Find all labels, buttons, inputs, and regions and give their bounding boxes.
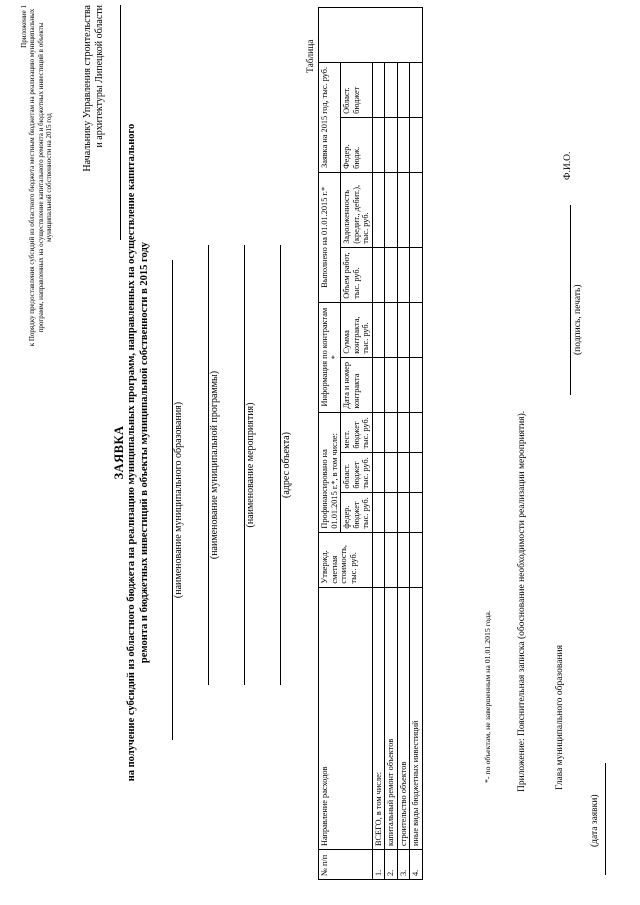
document-subtitle: на получение субсидий из областного бюджета на реализацию муниципальных программ, направленных на осуществление капитального ремонта и бюджетных инвестиций в объекты муниципальной собственности в 2015 году [126, 123, 150, 782]
request-table [318, 7, 423, 880]
table-row [372, 8, 385, 880]
date-rule [605, 763, 606, 875]
header-financed-fed: федер. бюджет тыс. руб. [341, 492, 373, 532]
row-label: капитальный ремонт объектов [385, 587, 398, 849]
header-row-1 [319, 8, 341, 880]
header-request-obl: Област. бюджет [341, 62, 373, 117]
header-direction: Направление расходов [319, 587, 373, 849]
header-approved: Утвержд. сметная стоимость, тыс. руб. [319, 532, 373, 587]
row-label: строительство объектов [397, 587, 410, 849]
table-caption: Таблица [306, 39, 316, 73]
fill-caption: (наименование муниципальной программы) [209, 370, 220, 560]
fill-line-measure [244, 245, 256, 685]
fill-caption: (наименование мероприятия) [245, 402, 256, 528]
row-num: 4. [410, 850, 423, 880]
addressee-line-2: и архитектуры Липецкой области [94, 5, 105, 148]
addressee-line-1: Начальнику Управления строительства [82, 5, 93, 172]
header-num: № п/п [319, 850, 373, 880]
header-financed-mest: мест. бюджет тыс. руб. [341, 412, 373, 452]
signatory-title: Глава муниципального образования [555, 645, 565, 790]
header-done-debt: Задолженность (кредит., дебит.), тыс. руб. [341, 172, 373, 247]
document-title: ЗАЯВКА [112, 425, 126, 480]
signature-block [555, 15, 625, 875]
fill-caption: (адрес объекта) [281, 432, 292, 498]
row-num: 1. [372, 850, 385, 880]
header-contract-sum: Сумма контракта, тыс. руб. [341, 302, 373, 357]
header-done-volume: Объем работ, тыс. руб. [341, 247, 373, 302]
signature-caption: (подпись, печать) [573, 284, 583, 355]
signature-rule [570, 205, 571, 395]
fill-line-municipality [172, 260, 184, 740]
footnote: *- по объектам, не завершенным на 01.01.2015 года. [483, 610, 492, 783]
table-spare-column [319, 8, 423, 63]
header-request-fed: Федер. бюдж. [341, 117, 373, 172]
row-num: 2. [385, 850, 398, 880]
appendix-block [20, 5, 54, 350]
header-contract-date: Дата и номер контракта [341, 357, 373, 412]
date-caption: (дата заявки) [590, 794, 600, 847]
fio-label: Ф.И.О. [563, 151, 573, 180]
appendix-text: к Порядку предоставления субсидий из областного бюджета местным бюджетам на реализацию муниципальных программ, направленных на осуществление капитального ремонта и бюджетных инвестиций в объекты муниципальной собственности на 2015 год [28, 8, 54, 347]
row-num: 3. [397, 850, 410, 880]
row-label: ВСЕГО, в том числе: [372, 587, 385, 849]
table-row [410, 8, 423, 880]
header-done: Выполнено на 01.01.2015 г.* [319, 172, 341, 302]
header-financed-obl: област. бюджет тыс. руб. [341, 452, 373, 492]
fill-line-address [280, 245, 292, 685]
header-contracts: Информация по контрактам * [319, 302, 341, 412]
header-financed: Профинансировано на 01.01.2015 г.*, в том числе: [319, 412, 341, 532]
row-label: иные виды бюджетных инвестиций [410, 587, 423, 849]
table-row [397, 8, 410, 880]
appendix-title: Приложение 1 [20, 5, 28, 48]
table-row [385, 8, 398, 880]
fill-caption: (наименование муниципального образования) [173, 401, 184, 599]
title-block [112, 105, 151, 800]
fill-line-program [208, 245, 220, 685]
appendix-note: Приложение: Пояснительная записка (обоснование необходимости реализации мероприятия). [517, 410, 527, 792]
header-request: Заявка на 2015 год, тыс. руб. [319, 62, 341, 172]
